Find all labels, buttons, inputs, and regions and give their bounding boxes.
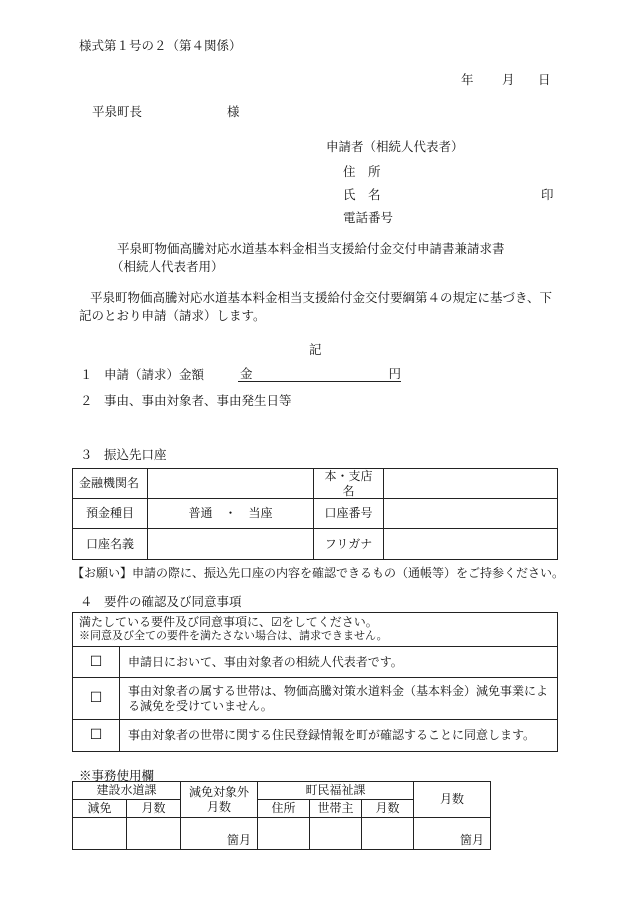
genmen-cell[interactable] xyxy=(73,818,127,850)
amount-kin: 金 xyxy=(240,366,253,381)
applicant-heading: 申請者（相続人代表者） xyxy=(326,139,464,154)
requirements-note: ※同意及び全ての要件を満たさない場合は、請求できません。 xyxy=(79,629,388,643)
account-number-label: 口座番号 xyxy=(314,499,384,529)
genmen-gai-line-2: 月数 xyxy=(207,799,232,814)
furigana-label: フリガナ xyxy=(314,529,384,560)
addressee-sama: 様 xyxy=(227,104,240,119)
item2-label: 事由、事由対象者、事由発生日等 xyxy=(104,393,292,408)
item2-number: ２ xyxy=(80,393,93,408)
bank-name-field[interactable] xyxy=(148,469,314,499)
account-type-options[interactable]: 普通 ・ 当座 xyxy=(148,499,314,529)
addressee-name: 平泉町長 xyxy=(92,104,143,119)
item3-number: ３ xyxy=(80,447,93,462)
setainushi-header: 世帯主 xyxy=(310,800,362,818)
branch-field[interactable] xyxy=(384,469,558,499)
bank-name-label: 金融機関名 xyxy=(73,469,148,499)
jusho-cell[interactable] xyxy=(258,818,310,850)
genmen-header: 減免 xyxy=(73,800,127,818)
ki-heading: 記 xyxy=(309,342,322,357)
date-month: 月 xyxy=(502,72,515,87)
gessu-header: 月数 xyxy=(127,800,181,818)
kensetsu-header: 建設水道課 xyxy=(73,782,181,800)
amount-yen: 円 xyxy=(388,366,401,381)
account-holder-field[interactable] xyxy=(148,529,314,560)
requirement-text-2 xyxy=(120,678,558,720)
requirement-text-3: 事由対象者の世帯に関する住民登録情報を町が確認することに同意します。 xyxy=(120,720,558,752)
requirement-text-2-line-1: 事由対象者の属する世帯は、物価高騰対策水道料金（基本料金）減免事業によ xyxy=(128,684,549,699)
gessu2-cell[interactable] xyxy=(362,818,414,850)
requirement-checkbox-2[interactable]: ☐ xyxy=(73,678,120,720)
seal-mark: 印 xyxy=(541,187,554,202)
applicant-name-label: 氏 名 xyxy=(343,187,381,202)
requirements-instruction: 満たしている要件及び同意事項に、☑をしてください。 xyxy=(79,615,378,629)
setainushi-cell[interactable] xyxy=(310,818,362,850)
gekkan-header: 月数 xyxy=(414,782,491,818)
requirement-checkbox-1[interactable]: ☐ xyxy=(73,647,120,678)
amount-field[interactable] xyxy=(238,365,401,382)
requirement-text-1: 申請日において、事由対象者の相続人代表者です。 xyxy=(120,647,558,678)
account-number-field[interactable] xyxy=(384,499,558,529)
gessu-cell[interactable] xyxy=(127,818,181,850)
bank-table xyxy=(72,468,558,560)
genmen-gai-cell[interactable]: 箇月 xyxy=(181,818,258,850)
document-title: 平泉町物価高騰対応水道基本料金相当支援給付金交付申請書兼請求書 xyxy=(117,241,505,256)
gekkan-cell[interactable]: 箇月 xyxy=(414,818,491,850)
account-holder-label: 口座名義 xyxy=(73,529,148,560)
branch-label: 本・支店名 xyxy=(314,469,384,499)
request-note: 【お願い】申請の際に、振込先口座の内容を確認できるもの（通帳等）をご持参ください。 xyxy=(72,566,565,580)
requirements-table xyxy=(72,612,558,752)
jusho-header: 住所 xyxy=(258,800,310,818)
furigana-field[interactable] xyxy=(384,529,558,560)
document-subtitle: （相続人代表者用） xyxy=(111,259,224,274)
intro-line-2: 記のとおり申請（請求）します。 xyxy=(79,308,266,323)
item4-number: ４ xyxy=(80,594,93,609)
date-day: 日 xyxy=(538,72,551,87)
item3-label: 振込先口座 xyxy=(104,447,167,462)
genmen-gai-header xyxy=(181,782,258,818)
item4-label: 要件の確認及び同意事項 xyxy=(104,594,242,609)
item1-label: 申請（請求）金額 xyxy=(104,367,205,382)
requirement-text-2-line-2: る減免を受けていません。 xyxy=(128,698,273,713)
gessu2-header: 月数 xyxy=(362,800,414,818)
office-use-heading: ※事務使用欄 xyxy=(79,768,155,783)
intro-line-1: 平泉町物価高騰対応水道基本料金相当支援給付金交付要綱第４の規定に基づき、下 xyxy=(90,290,553,305)
chomin-header: 町民福祉課 xyxy=(258,782,414,800)
item1-number: １ xyxy=(80,367,93,382)
form-number: 様式第１号の２（第４関係） xyxy=(79,38,242,53)
requirement-checkbox-3[interactable]: ☐ xyxy=(73,720,120,752)
genmen-gai-line-1: 減免対象外 xyxy=(189,785,250,800)
account-type-label: 預金種目 xyxy=(73,499,148,529)
applicant-phone-label: 電話番号 xyxy=(343,210,394,225)
date-year: 年 xyxy=(461,72,474,87)
office-use-table xyxy=(72,781,491,850)
applicant-address-label: 住 所 xyxy=(343,164,381,179)
